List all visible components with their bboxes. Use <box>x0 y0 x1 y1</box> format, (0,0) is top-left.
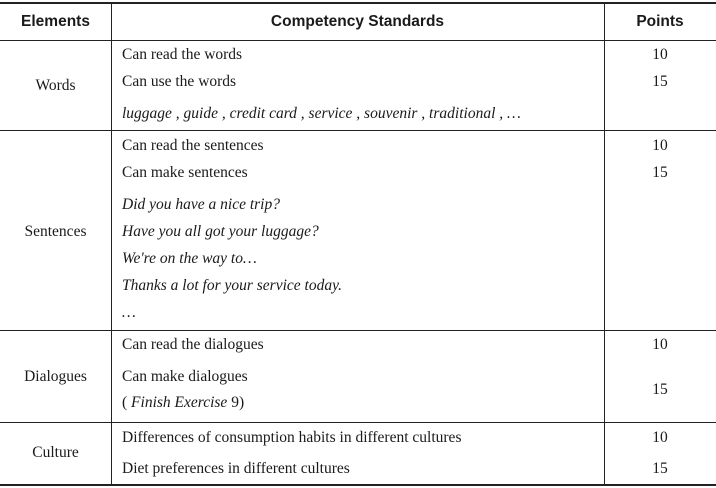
element-dialogues: Dialogues <box>24 368 87 385</box>
standard-consumption-habits: Differences of consumption habits in different cultures <box>122 429 462 446</box>
column-rule-left <box>111 3 112 485</box>
sentence-example-ellipsis: … <box>122 304 136 321</box>
standard-make-sentences: Can make sentences <box>122 164 248 181</box>
exercise-note-open: ( <box>122 394 132 411</box>
sentence-example-1: Did you have a nice trip? <box>122 196 280 213</box>
section-rule-dialogues <box>0 422 716 423</box>
exercise-note-close: 9) <box>227 394 245 411</box>
header-elements: Elements <box>21 13 90 30</box>
table-top-rule <box>0 2 716 4</box>
points-consumption-habits: 10 <box>652 429 668 446</box>
sentence-example-3: We're on the way to… <box>122 250 257 267</box>
exercise-note-italic: Finish Exercise <box>131 394 228 411</box>
sentence-example-4: Thanks a lot for your service today. <box>122 277 342 294</box>
standard-read-words: Can read the words <box>122 46 243 63</box>
table-bottom-rule <box>0 484 716 486</box>
section-rule-words <box>0 130 716 131</box>
points-use-words: 15 <box>652 73 668 90</box>
vocabulary-examples: luggage , guide , credit card , service , souvenir , traditional , … <box>122 105 521 122</box>
points-read-sentences: 10 <box>652 137 668 154</box>
header-rule <box>0 40 716 41</box>
standard-read-dialogues: Can read the dialogues <box>122 336 264 353</box>
standard-make-dialogues: Can make dialogues <box>122 368 248 385</box>
sentence-example-2: Have you all got your luggage? <box>122 223 319 240</box>
points-make-dialogues: 15 <box>652 381 668 398</box>
points-diet-preferences: 15 <box>652 460 668 477</box>
exercise-note <box>122 393 244 413</box>
element-culture: Culture <box>32 444 79 461</box>
header-points: Points <box>636 13 684 30</box>
header-competency-standards: Competency Standards <box>270 13 445 30</box>
section-rule-sentences <box>0 330 716 331</box>
element-words: Words <box>35 77 76 94</box>
element-sentences: Sentences <box>24 223 87 240</box>
standard-diet-preferences: Diet preferences in different cultures <box>122 460 350 477</box>
points-make-sentences: 15 <box>652 164 668 181</box>
points-read-dialogues: 10 <box>652 336 668 353</box>
standard-use-words: Can use the words <box>122 73 237 90</box>
points-read-words: 10 <box>652 46 668 63</box>
standard-read-sentences: Can read the sentences <box>122 137 264 154</box>
